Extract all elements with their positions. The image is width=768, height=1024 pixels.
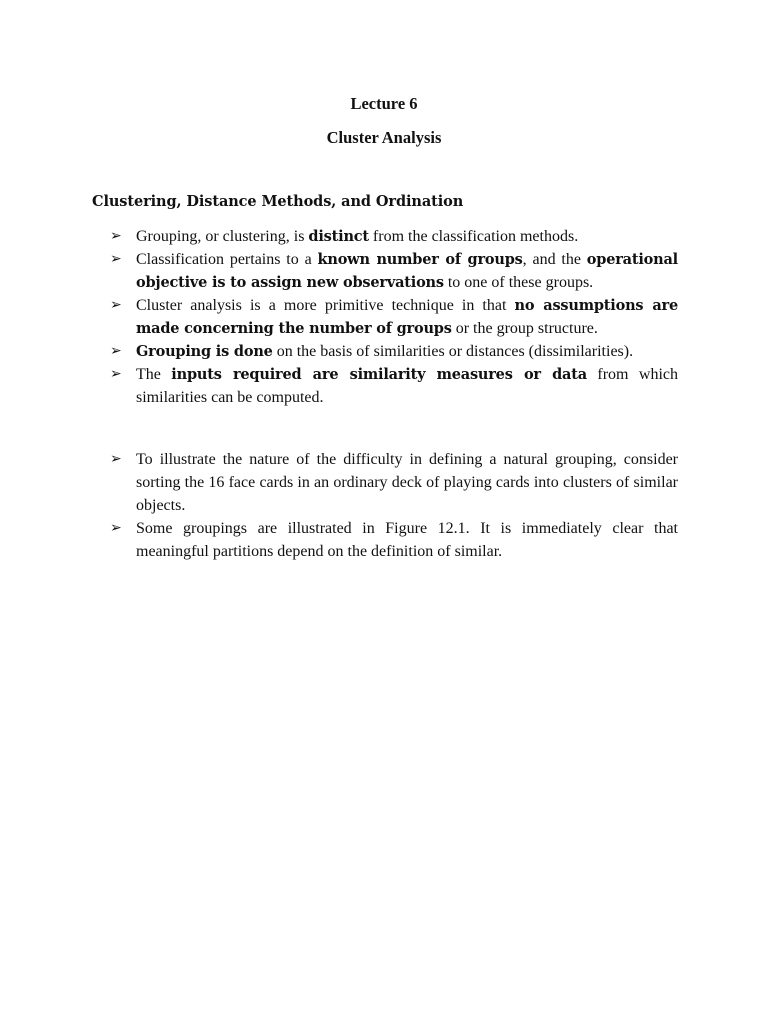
lecture-subtitle: Cluster Analysis [326, 128, 442, 147]
bullet-text [136, 297, 678, 337]
bullet-text-part: to one of these groups. [443, 274, 594, 291]
bullet-text-part: on the basis of similarities or distances (dissimilarities). [272, 343, 634, 360]
bullet-item [110, 517, 678, 563]
bullet-text-part: from the classification methods. [368, 228, 579, 245]
bullet-bold-term: known number of groups [317, 251, 523, 268]
bullet-text [136, 520, 678, 560]
bullet-bold-term: Grouping is done [136, 343, 273, 360]
bullet-text-part: Classification pertains to a [136, 251, 318, 268]
bullet-bold-term: inputs required are similarity measures or data [171, 366, 587, 383]
bullet-text-part: Some groupings are illustrated in Figure 12.1. It is immediately clear that meaningful partitions depend on the definition of similar. [136, 520, 678, 560]
bullet-bold-term: distinct [308, 228, 369, 245]
bullet-list-primary [110, 225, 678, 409]
bullet-list-secondary [110, 448, 678, 563]
bullet-bold-term: operational objective is to assign new observations [136, 251, 678, 291]
bullet-text [136, 228, 578, 245]
bullet-item [110, 363, 678, 409]
bullet-item [110, 448, 678, 517]
bullet-text-part: , and the [522, 251, 587, 268]
bullet-text-part: or the group structure. [451, 320, 598, 337]
bullet-item [110, 340, 678, 363]
bullet-text-part: To illustrate the nature of the difficulty in defining a natural grouping, consider sorting the 16 face cards in an ordinary deck of playing cards into clusters of similar objects. [136, 451, 678, 514]
arrow-bullet-icon: ➢ [110, 367, 122, 382]
arrow-bullet-icon: ➢ [110, 521, 122, 536]
bullet-item [110, 248, 678, 294]
bullet-text-part: The [136, 366, 172, 383]
bullet-text [136, 343, 633, 360]
bullet-text-part: from which similarities can be computed. [136, 366, 678, 406]
bullet-text [136, 251, 678, 291]
bullet-item [110, 225, 678, 248]
arrow-bullet-icon: ➢ [110, 229, 122, 244]
bullet-text [136, 451, 678, 514]
arrow-bullet-icon: ➢ [110, 344, 122, 359]
arrow-bullet-icon: ➢ [110, 298, 122, 313]
bullet-text-part: Cluster analysis is a more primitive technique in that [136, 297, 515, 314]
lecture-title: Lecture 6 [350, 94, 418, 113]
bullet-text-part: Grouping, or clustering, is [136, 228, 309, 245]
arrow-bullet-icon: ➢ [110, 252, 122, 267]
bullet-item [110, 294, 678, 340]
arrow-bullet-icon: ➢ [110, 452, 122, 467]
bullet-bold-term: no assumptions are made concerning the number of groups [136, 297, 678, 337]
section-heading: Clustering, Distance Methods, and Ordination [92, 193, 464, 210]
bullet-text [136, 366, 678, 406]
